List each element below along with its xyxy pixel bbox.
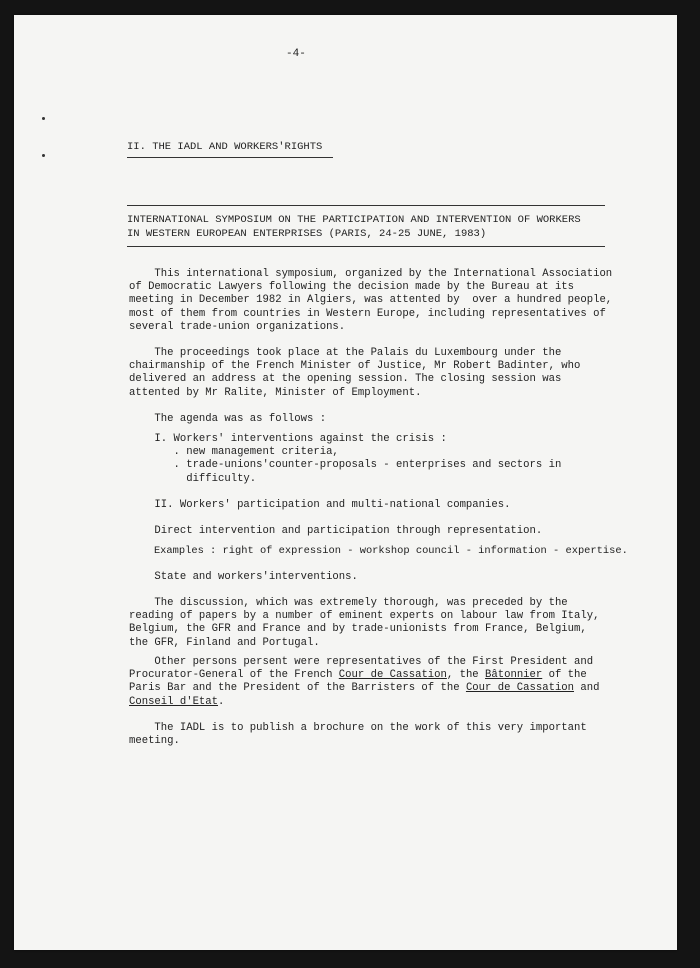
punch-mark <box>42 154 45 157</box>
text-span: of the <box>542 669 587 682</box>
text-line: Examples : right of expression - workshop council - information - expertise. <box>129 545 628 557</box>
text-line: State and workers'interventions. <box>129 571 358 583</box>
text-line: several trade-union organizations. <box>129 320 346 333</box>
underlined-term: Cour de Cassation <box>338 669 447 682</box>
rule-top <box>127 205 605 206</box>
section-title: II. THE IADL AND WORKERS'RIGHTS <box>127 141 333 158</box>
text-span: Paris Bar and the President of the Barristers of the <box>129 682 466 695</box>
punch-mark <box>42 117 45 120</box>
underlined-term: Cour de Cassation <box>465 682 575 695</box>
agenda-item-2 <box>129 499 669 512</box>
document-page <box>14 15 677 950</box>
symposium-title-line: IN WESTERN EUROPEAN ENTERPRISES (PARIS, 24-25 JUNE, 1983) <box>127 227 487 240</box>
agenda-item-1 <box>129 433 669 486</box>
agenda-intro <box>129 413 669 426</box>
page-number: -4- <box>286 48 306 60</box>
text-line: of Democratic Lawyers following the decision made by the Bureau at its <box>129 281 575 294</box>
paragraph-discussion <box>129 597 669 650</box>
text-line: II. Workers' participation and multi-national companies. <box>129 499 511 511</box>
text-line: difficulty. <box>129 472 257 485</box>
text-span: . <box>218 695 225 708</box>
text-line: This international symposium, organized by the International Association <box>129 268 613 280</box>
text-line <box>129 682 669 695</box>
paragraph-other-persons <box>129 656 669 709</box>
underlined-term: Conseil d'Etat <box>129 695 219 708</box>
text-line: attented by Mr Ralite, Minister of Employment. <box>129 386 422 399</box>
paragraph-brochure <box>129 722 669 748</box>
text-line: chairmanship of the French Minister of Justice, Mr Robert Badinter, who <box>129 360 581 373</box>
text-line: Direct intervention and participation through representation. <box>129 525 543 537</box>
text-line: The proceedings took place at the Palais du Luxembourg under the <box>129 347 562 359</box>
paragraph-proceedings <box>129 347 669 400</box>
text-line: meeting in December 1982 in Algiers, was attented by over a hundred people, <box>129 294 613 307</box>
text-line: reading of papers by a number of eminent experts on labour law from Italy, <box>129 610 600 623</box>
underlined-term: Bâtonnier <box>485 669 543 682</box>
symposium-title <box>127 214 581 241</box>
examples-line <box>129 545 669 558</box>
symposium-title-line: INTERNATIONAL SYMPOSIUM ON THE PARTICIPATION AND INTERVENTION OF WORKERS <box>127 214 581 226</box>
text-line: I. Workers' interventions against the crisis : <box>129 433 447 445</box>
text-line: The IADL is to publish a brochure on the work of this very important <box>129 722 587 734</box>
text-span: and <box>574 682 600 695</box>
text-line <box>129 696 669 709</box>
text-line: delivered an address at the opening session. The closing session was <box>129 373 562 386</box>
text-span: Procurator-General of the French <box>129 669 339 682</box>
text-line: Belgium, the GFR and France and by trade-unionists from France, Belgium, <box>129 623 587 636</box>
text-line: . trade-unions'counter-proposals - enterprises and sectors in <box>129 459 562 472</box>
text-line: The discussion, which was extremely thorough, was preceded by the <box>129 597 568 609</box>
paragraph-intro <box>129 268 669 334</box>
text-line: meeting. <box>129 735 180 748</box>
state-line <box>129 571 669 584</box>
text-span: , the <box>446 669 486 682</box>
text-line: The agenda was as follows : <box>129 413 327 425</box>
text-line: Other persons persent were representatives of the First President and <box>129 656 594 668</box>
direct-intervention-line <box>129 525 669 538</box>
rule-bottom <box>127 246 605 247</box>
text-line: the GFR, Finland and Portugal. <box>129 636 320 649</box>
text-line: . new management criteria, <box>129 446 339 459</box>
text-line: most of them from countries in Western Europe, including representatives of <box>129 307 606 320</box>
text-line <box>129 669 669 682</box>
